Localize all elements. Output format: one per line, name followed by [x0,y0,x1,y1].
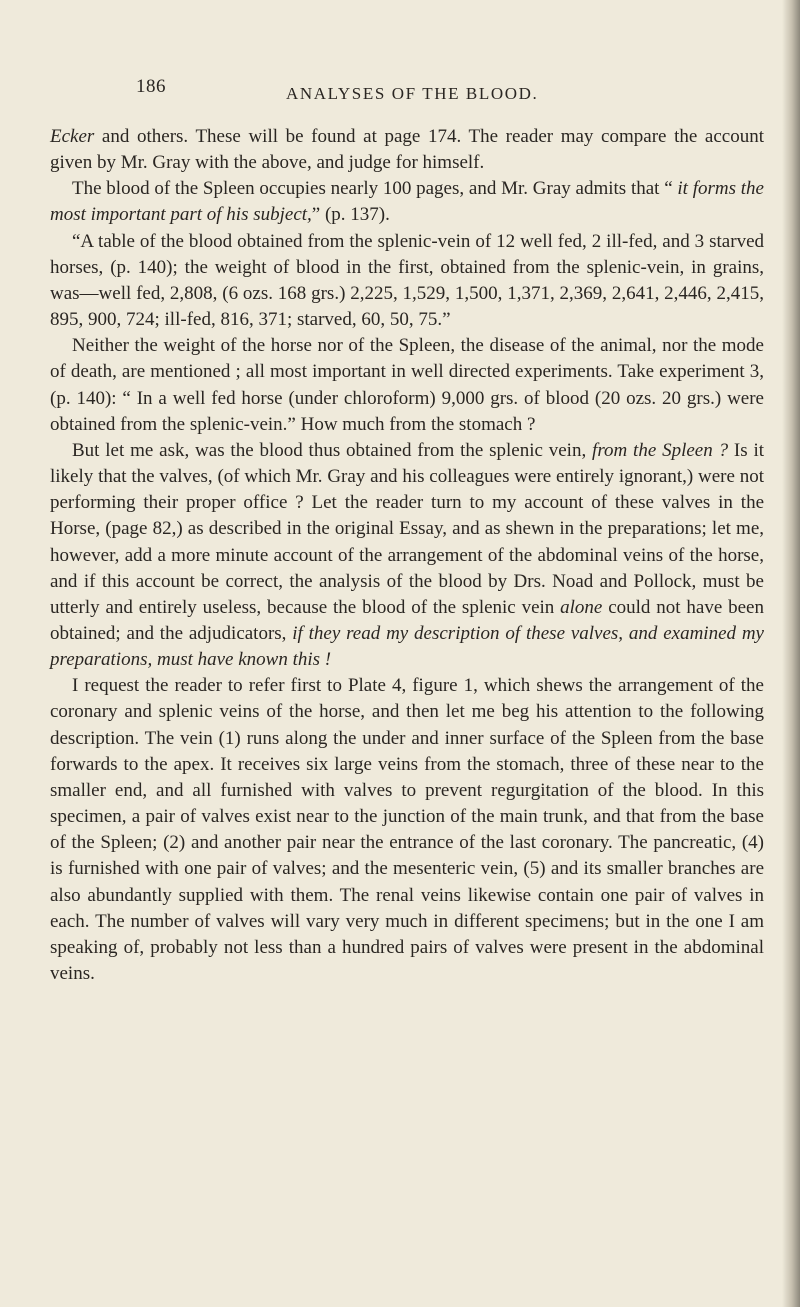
italic-text: if they read my description of these valves, and examined my preparations, must have known this ! [50,622,764,671]
body-text [50,124,764,987]
italic-text: Ecker [50,126,95,147]
page-number: 186 [136,76,166,97]
running-head: ANALYSES OF THE BLOOD. [286,84,539,103]
text-run: and others. These will be found at page 174. The reader may compare the account given by Mr. Gray with the above, and judge for himself. [50,126,764,174]
text-run: The blood of the Spleen occupies nearly 100 pages, and Mr. Gray admits that “ [72,178,678,200]
paragraph [50,673,764,987]
paragraph [50,124,764,176]
text-run: Is it likely that the valves, (of which Mr. Gray and his colleagues were entirely ignorant,) were not performing their proper office ? Let the reader turn to my account of these valves in the Horse, (page 82,) as described in the original Essay, and as shewn in the preparations; let me, however, add a more minute account of the arrangement of the abdominal veins of the horse, and if this account be correct, the analysis of the blood by Drs. Noad and Pollock, must be utterly and entirely useless, because the blood of the splenic vein [50,439,765,618]
text-run: “A table of the blood obtained from the splenic-vein of 12 well fed, 2 ill-fed, and 3 starved horses, (p. 140); the weight of blood in the first, obtained from the splenic-vein, in grains, was—well fed, 2,808, (6 ozs. 168 grs.) 2,225, 1,529, 1,500, 1,371, 2,369, 2,641, 2,446, 2,415, 895, 900, 724; ill-fed, 816, 371; starved, 60, 50, 75.” [50,230,764,331]
text-run: But let me ask, was the blood thus obtained from the splenic vein, [72,439,593,461]
italic-text: alone [560,596,603,618]
italic-text: it forms the most important part of his subject, [50,178,764,226]
text-run: I request the reader to refer first to Plate 4, figure 1, which shews the arrangement of the coronary and splenic veins of the horse, and then let me beg his attention to the following description. The vein (1) runs along the under and inner surface of the Spleen from the base forwards to the apex. It receives six large veins from the stomach, three of these near to the smaller end, and all furnished with valves to prevent regurgitation of the blood. In this specimen, a pair of valves exist near to the junction of the main trunk, and that from the base of the Spleen; (2) and another pair near the entrance of the last coronary. The pancreatic, (4) is furnished with one pair of valves; and the mesenteric vein, (5) and its smaller branches are also abundantly supplied with them. The renal veins likewise contain one pair of valves in each. The number of valves will vary very much in different specimens; but in the one I am speaking of, probably not less than a hundred pairs of valves were present in the abdominal veins. [50,675,764,984]
italic-text: from the Spleen ? [592,439,729,461]
paragraph [50,333,764,438]
page-edge-shadow [782,0,800,1307]
text-run: ” (p. 137). [311,204,390,226]
paragraph [50,438,764,673]
text-run: could not have been obtained; and the adjudicators, [50,596,764,644]
paragraph [50,229,764,334]
paragraph [50,176,764,228]
text-run: Neither the weight of the horse nor of the Spleen, the disease of the animal, nor the mode of death, are mentioned ; all most important in well directed experiments. Take experiment 3, (p. 140): “ In a well fed horse (under chloroform) 9,000 grs. of blood (20 ozs. 20 grs.) were obtained from the splenic-vein.” How much from the stomach ? [50,335,764,435]
